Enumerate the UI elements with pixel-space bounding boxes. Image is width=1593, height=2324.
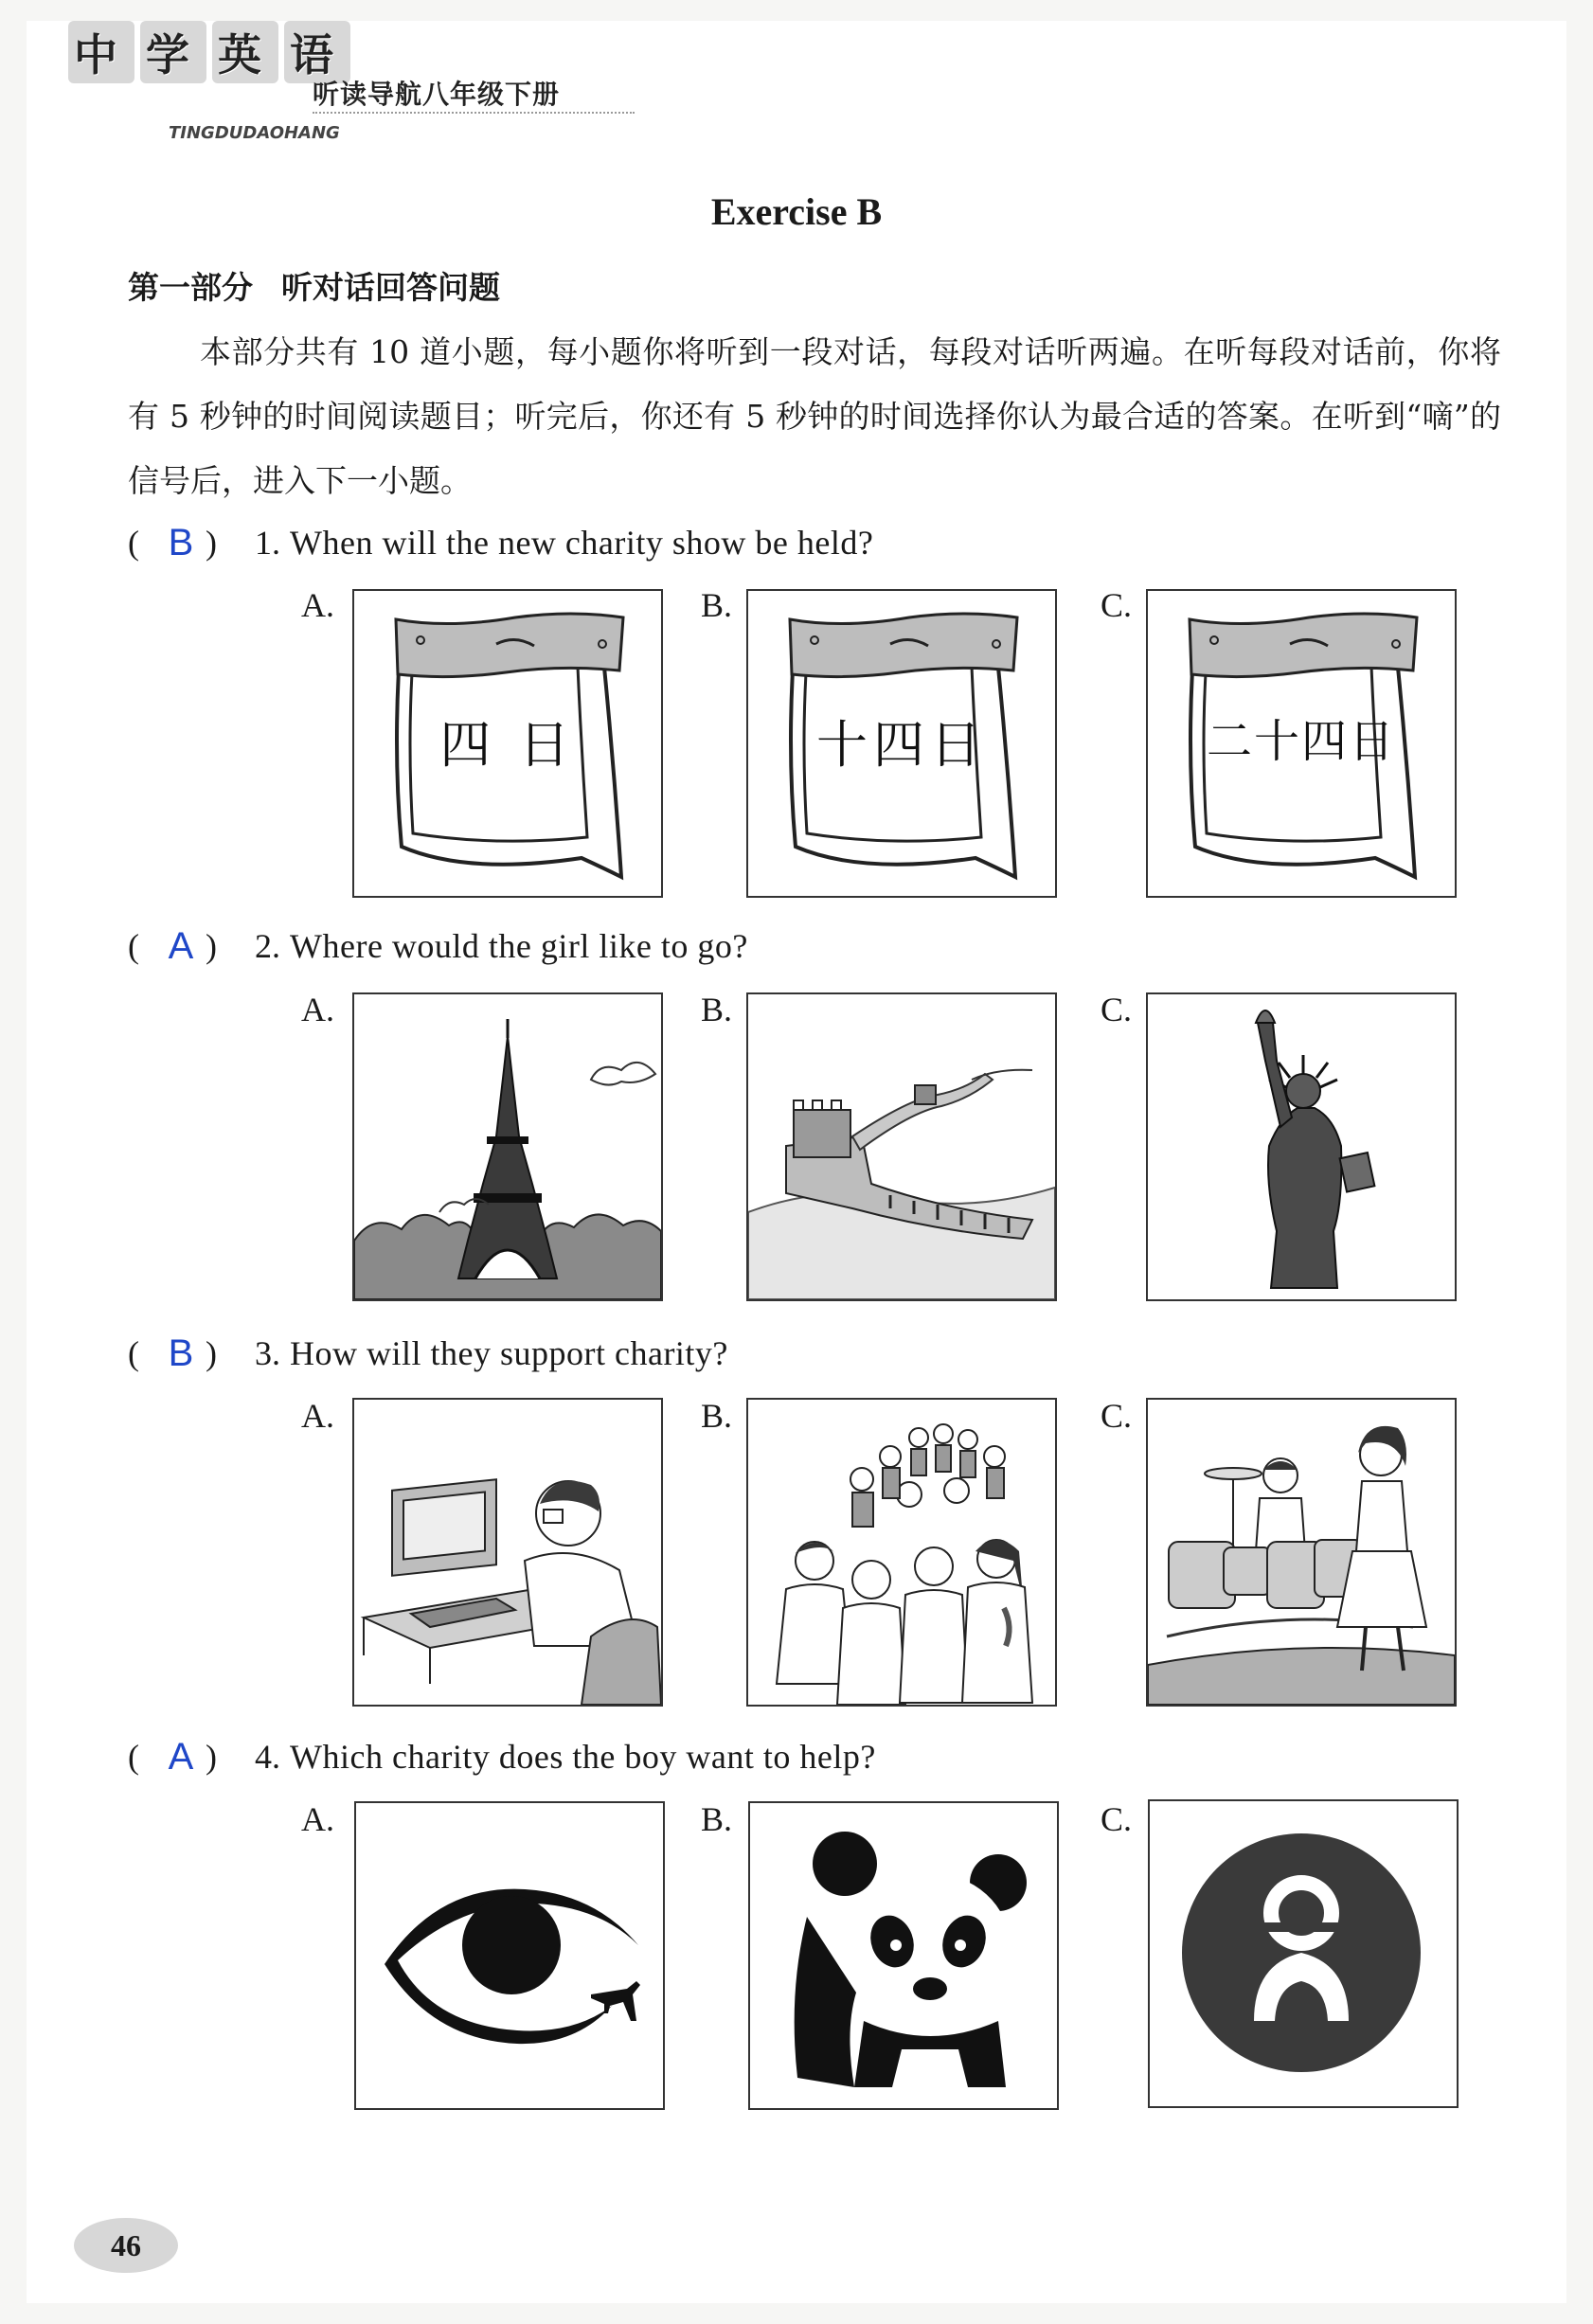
statue-of-liberty-icon bbox=[1148, 994, 1455, 1299]
part-heading bbox=[128, 263, 500, 308]
page-number: 46 bbox=[74, 2218, 178, 2273]
option-image-statue-of-liberty[interactable] bbox=[1146, 992, 1457, 1301]
part-title: 听对话回答问题 bbox=[281, 269, 500, 306]
answer-mark: B bbox=[168, 521, 194, 563]
question-text: When will the new charity show be held? bbox=[290, 524, 874, 562]
option-image-oxfam-logo[interactable] bbox=[1148, 1799, 1459, 2108]
option-image-eiffel-tower[interactable] bbox=[352, 992, 663, 1301]
question-text: Where would the girl like to go? bbox=[290, 927, 748, 965]
calendar-date-text: 十四日 bbox=[816, 715, 987, 775]
option-label: B. bbox=[701, 586, 733, 624]
option-label: C. bbox=[1101, 1397, 1133, 1435]
calendar-date-text: 二十四日 bbox=[1206, 715, 1396, 768]
answer-mark: A bbox=[168, 924, 194, 967]
question-text: How will they support charity? bbox=[290, 1334, 728, 1372]
eye-plane-logo-icon bbox=[356, 1803, 663, 2108]
part-instructions: 本部分共有 10 道小题，每小题你将听到一段对话，每段对话听两遍。在听每段对话前，你将有 5 秒钟的时间阅读题目；听完后，你还有 5 秒钟的时间选择你认为最合适的答案。在听到“嘀”的信号后，进入下一小题。 bbox=[128, 333, 1501, 499]
option-label: B. bbox=[701, 1800, 733, 1838]
option-label: C. bbox=[1101, 991, 1133, 1028]
option-image-band[interactable] bbox=[1146, 1398, 1457, 1707]
option-image-great-wall[interactable] bbox=[746, 992, 1057, 1301]
header-divider bbox=[313, 112, 635, 114]
question-number: 3. bbox=[255, 1334, 280, 1372]
calendar-date-text: 四 日 bbox=[439, 715, 576, 775]
eiffel-tower-icon bbox=[354, 994, 661, 1299]
answer-mark: B bbox=[168, 1332, 194, 1374]
option-label: C. bbox=[1101, 586, 1133, 624]
panda-logo-icon bbox=[750, 1803, 1057, 2108]
option-image-calendar[interactable] bbox=[1146, 589, 1457, 898]
part-label: 第一部分 bbox=[128, 269, 253, 306]
option-label: A. bbox=[301, 991, 334, 1028]
option-label: A. bbox=[301, 1800, 334, 1838]
question-number: 4. bbox=[255, 1738, 280, 1776]
oxfam-logo-icon bbox=[1150, 1801, 1457, 2106]
question-1: ( B ) 1. When will the new charity show be held? bbox=[128, 521, 874, 563]
crowd-walking-icon bbox=[748, 1400, 1055, 1705]
option-label: B. bbox=[701, 1397, 733, 1435]
option-image-panda-logo[interactable] bbox=[748, 1801, 1059, 2110]
option-image-computer[interactable] bbox=[352, 1398, 663, 1707]
question-number: 1. bbox=[255, 524, 280, 562]
option-image-eye-logo[interactable] bbox=[354, 1801, 665, 2110]
band-performing-icon bbox=[1148, 1400, 1455, 1705]
boy-at-computer-icon bbox=[354, 1400, 661, 1705]
book-pinyin: TINGDUDAOHANG bbox=[169, 123, 340, 143]
question-3: ( B ) 3. How will they support charity? bbox=[128, 1332, 728, 1374]
question-2: ( A ) 2. Where would the girl like to go? bbox=[128, 924, 748, 967]
option-label: C. bbox=[1101, 1800, 1133, 1838]
book-title-char: 中 bbox=[68, 21, 134, 83]
question-number: 2. bbox=[255, 927, 280, 965]
option-label: B. bbox=[701, 991, 733, 1028]
option-label: A. bbox=[301, 1397, 334, 1435]
exercise-title: Exercise B bbox=[710, 190, 883, 233]
answer-mark: A bbox=[168, 1735, 194, 1778]
book-title-char: 语 bbox=[284, 21, 350, 83]
option-image-walking-crowd[interactable] bbox=[746, 1398, 1057, 1707]
question-4: ( A ) 4. Which charity does the boy want to help? bbox=[128, 1735, 876, 1778]
option-image-calendar[interactable] bbox=[352, 589, 663, 898]
book-subtitle: 听读导航八年级下册 bbox=[313, 79, 561, 110]
book-title-char: 学 bbox=[140, 21, 206, 83]
option-image-calendar[interactable] bbox=[746, 589, 1057, 898]
great-wall-icon bbox=[748, 994, 1055, 1299]
question-text: Which charity does the boy want to help? bbox=[290, 1738, 876, 1776]
option-label: A. bbox=[301, 586, 334, 624]
book-title-char: 英 bbox=[212, 21, 278, 83]
